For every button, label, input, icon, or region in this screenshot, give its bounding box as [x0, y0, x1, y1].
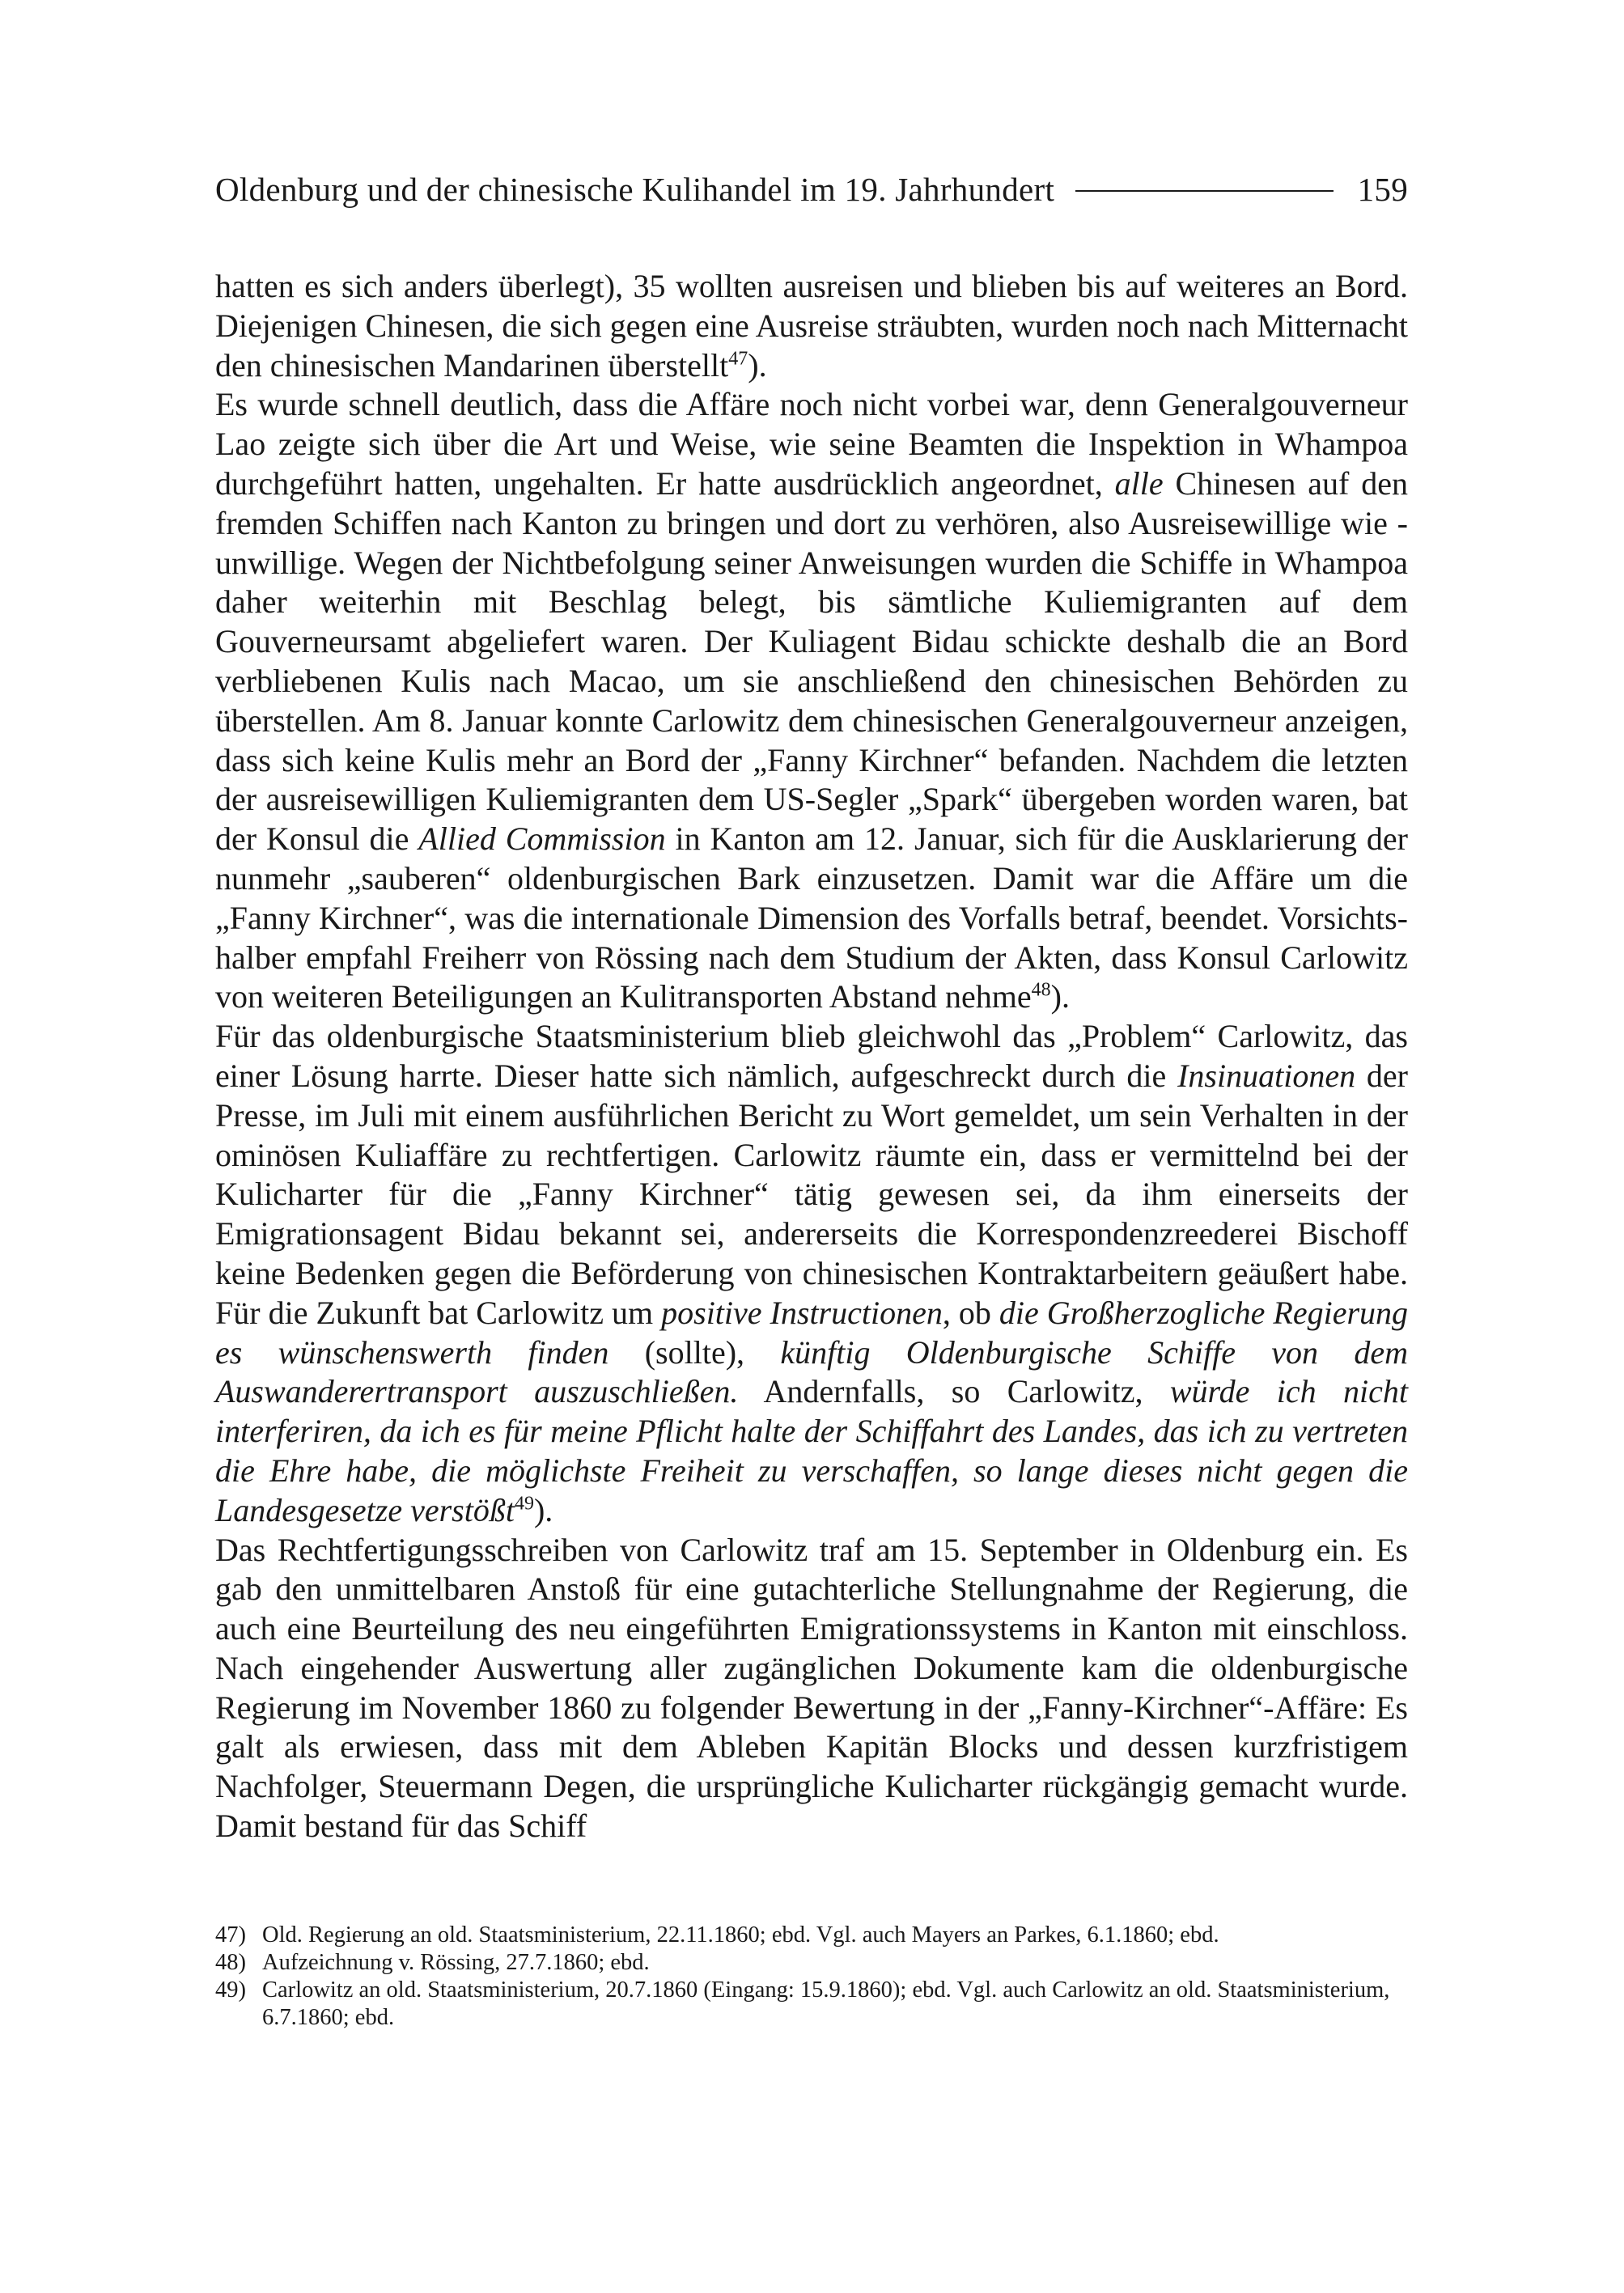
footnote-text: Old. Regierung an old. Staatsministerium, 22.11.1860; ebd. Vgl. auch Mayers an Parkes, 6.1.1860; ebd.	[262, 1922, 1219, 1948]
footnote-number: 49)	[215, 1977, 246, 2003]
text-run: Für das oldenburgische Staatsministerium blieb gleichwohl das „Problem“ Carlowitz, das einer Lösung harrte. Dieser hatte sich nämlich, aufgeschreckt durch die	[215, 1018, 1408, 1094]
paragraph-1	[215, 267, 1408, 385]
italic-run: die Großherzogliche Regierung es wünschenswerth finden	[215, 1294, 1409, 1371]
italic-run: alle	[1114, 464, 1164, 502]
text-run: ).	[533, 1491, 553, 1528]
italic-run: Allied Commission	[418, 820, 666, 858]
text-run: (sollte),	[608, 1333, 781, 1371]
italic-run: Insinuationen	[1177, 1057, 1356, 1094]
footnote-47	[215, 1922, 1408, 1949]
running-title: Oldenburg und der chinesische Kulihandel im 19. Jahrhundert	[215, 171, 1055, 208]
text-run: in Kanton am 12. Januar, sich für die Ausklarierung der nunmehr „sauberen“ oldenburgischen Bark einzusetzen. Damit war die Affäre um die „Fanny Kirchner“, was die internationale Dimension des Vorfalls betraf, beendet. Vorsichtshalber empfahl Freiherr von Rössing nach dem Studium der Akten, dass Konsul Carlowitz von weiteren Beteiligungen an Kulitransporten Abstand nehme	[215, 820, 1409, 1015]
text-run: Es wurde schnell deutlich, dass die Affäre noch nicht vorbei war, denn Generalgouverneur Lao zeigte sich über die Art und Weise, wie seine Beamten die Inspektion in Whampoa durchgeführt hatten, ungehalten. Er hatte ausdrücklich angeordnet,	[215, 386, 1408, 502]
text-run: ).	[748, 346, 767, 384]
text-run: , ob	[942, 1294, 999, 1331]
header-rule	[1075, 190, 1333, 192]
paragraph-3	[215, 1017, 1408, 1530]
text-run: hatten es sich anders überlegt), 35 wollten ausreisen und blieben bis auf weiteres an Bord. Diejenigen Chinesen, die sich gegen eine Ausreise sträubten, wurden noch nach Mitternacht den chinesischen Mandarinen überstellt	[215, 268, 1408, 384]
italic-run: künftig Oldenburgische Schiffe von dem Auswanderertransport auszuschließen.	[215, 1333, 1408, 1410]
paragraph-2	[215, 385, 1408, 1017]
footnote-ref-49: 49	[514, 1493, 534, 1515]
page-number: 159	[1357, 171, 1408, 208]
text-run: Chinesen auf den fremden Schiffen nach Kanton zu bringen und dort zu verhören, also Ausreisewillige wie -unwillige. Wegen der Nichtbefolgung seiner Anweisungen wurden die Schiffe in Whampoa daher weiterhin mit Beschlag belegt, bis sämtliche Kuliemigranten auf dem Gouverneursamt abgeliefert waren. Der Kuliagent Bidau schickte deshalb die an Bord verbliebenen Kulis nach Macao, um sie anschließend den chinesischen Behörden zu überstellen. Am 8. Januar konnte Carlowitz dem chinesischen Generalgouverneur anzeigen, dass sich keine Kulis mehr an Bord der „Fanny Kirchner“ befanden. Nachdem die letzten der ausreisewilligen Kuliemigranten dem US-Segler „Spark“ übergeben worden waren, bat der Konsul die	[215, 464, 1408, 858]
main-text	[215, 267, 1408, 1846]
footnote-text: Carlowitz an old. Staatsministerium, 20.7.1860 (Eingang: 15.9.1860); ebd. Vgl. auch Carlowitz an old. Staatsministerium, 6.7.1860; ebd.	[262, 1977, 1390, 2030]
footnote-text: Aufzeichnung v. Rössing, 27.7.1860; ebd.	[262, 1950, 650, 1975]
footnote-49	[215, 1977, 1408, 2032]
footnote-number: 48)	[215, 1950, 246, 1975]
italic-run: würde ich nicht interferiren, da ich es für meine Pflicht halte der Schiffahrt des Landes, das ich zu vertreten die Ehre habe, die möglichste Freiheit zu verschaffen, so lange dieses nicht gegen die Landesgesetze verstößt	[215, 1373, 1408, 1528]
text-run: der Presse, im Juli mit einem ausführlichen Bericht zu Wort gemeldet, um sein Verhalten in der ominösen Kuliaffäre zu rechtfertigen. Carlowitz räumte ein, dass er vermittelnd bei der Kulicharter für die „Fanny Kirchner“ tätig gewesen sei, da ihm einerseits der Emigrationsagent Bidau bekannt sei, andererseits die Korrespondenzreederei Bischoff keine Bedenken gegen die Beförderung von chinesischen Kontraktarbeitern geäußert habe. Für die Zukunft bat Carlowitz um	[215, 1057, 1408, 1331]
footnote-ref-47: 47	[728, 348, 748, 370]
footnote-48	[215, 1949, 1408, 1977]
text-run: ).	[1050, 978, 1070, 1015]
footnote-ref-48: 48	[1031, 980, 1051, 1002]
footnotes	[215, 1922, 1408, 2032]
text-run: Andernfalls, so Carlowitz,	[738, 1373, 1170, 1410]
paragraph-4: Das Rechtfertigungsschreiben von Carlowitz traf am 15. September in Oldenburg ein. Es gab den unmittelbaren Anstoß für eine gutachterliche Stellungnahme der Regierung, die auch eine Beurteilung des neu eingeführten Emigrationssystems in Kanton mit einschloss. Nach eingehender Auswertung aller zugänglichen Dokumente kam die oldenburgische Regierung im November 1860 zu folgender Bewertung in der „Fanny-Kirchner“-Affäre: Es galt als erwiesen, dass mit dem Ableben Kapitän Blocks und dessen kurzfristigem Nachfolger, Steuermann Degen, die ursprüngliche Kulicharter rückgängig gemacht wurde. Damit bestand für das Schiff	[215, 1531, 1408, 1845]
italic-run: positive Instructionen	[661, 1294, 943, 1331]
running-header	[215, 165, 1408, 214]
footnote-number: 47)	[215, 1922, 246, 1948]
